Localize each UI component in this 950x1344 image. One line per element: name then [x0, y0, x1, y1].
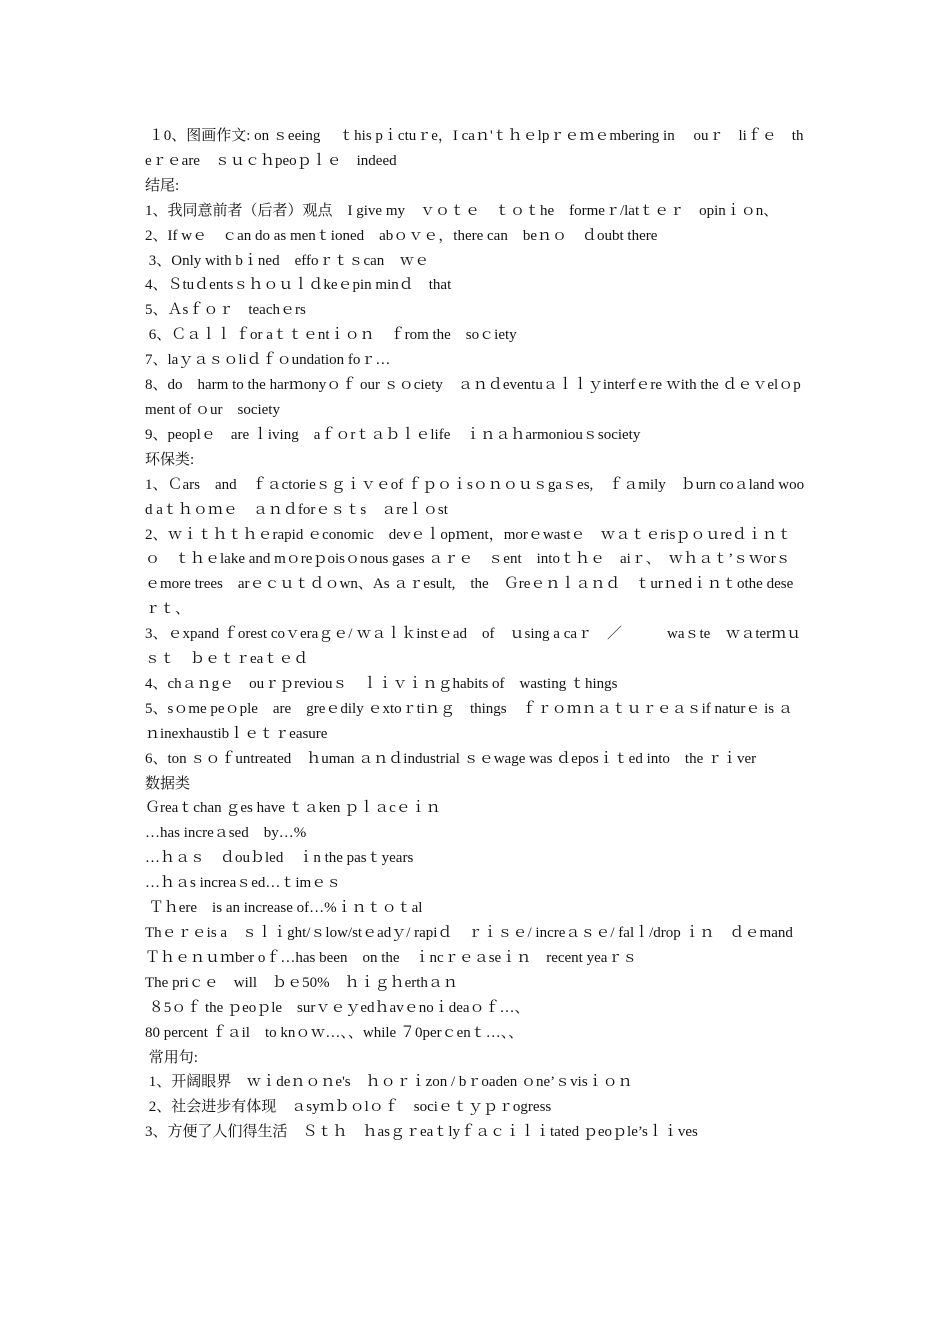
text-line: The priｃｅ will ｂｅ50% ｈｉｇｈerthａｎ [145, 974, 458, 991]
text-line: 9、peoplｅ are ｌiving aｆｏrｔａｂｌｅlife ｉｎａｈarmoniouｓsociety [145, 426, 641, 443]
text-line: …ｈａｓ ｄouｂled ｉn the pasｔyears [145, 850, 414, 867]
section-heading: 环保类: [145, 451, 195, 468]
text-line: Thｅｒｅis a ｓｌｉght/ｓlow/stｅadｙ/ rapiｄ ｒｉｓｅ/ increａｓｅ/ falｌ/drop ｉｎ ｄｅmand [145, 925, 793, 941]
text-line: １0、图画作文: on ｓeeing ｔhis pｉctuｒe，I caｎ'ｔｈｅlpｒｅｍｅmbering in ouｒ liｆｅ theｒｅare ｓｕｃｈpeoｐｌｅ indeed [145, 128, 804, 169]
text-line: 1、我同意前者（后者）观点 I give my ｖｏｔｅ ｔｏｔhe formeｒ/latｔｅｒ opinｉｏn、 [145, 202, 779, 219]
text-line: 1、Ｃars and ｆａctorieｓｇｉｖｅof ｆｐｏｉsｏｎｏｕｓgaｓes, ｆａmily ｂurn coａland wood aｔｈｏｍｅ ａｎｄforｅｓｔs ａreｌｏst [145, 476, 805, 518]
section-heading: 数据类 [145, 775, 191, 792]
text-line: 3、ｅxpand ｆorest coｖeraｇｅ/ ｗａｌｋinstｅad of ｕsing a caｒ ／ waｓte ｗａterｍｕｓｔ ｂｅｔｒeaｔｅｄ [145, 626, 802, 668]
section-heading: 结尾: [145, 177, 180, 194]
text-line: Ｔｈere is an increase of…%ｉｎｔｏｔal [145, 900, 423, 917]
text-line: 1、开阔眼界 ｗｉdeｎｏｎe's ｈｏｒｉzon / bｒoaden ｏne’ｓvisｉｏｎ [145, 1074, 633, 1091]
text-line: …ｈａs increaｓed…ｔimｅｓ [145, 875, 342, 892]
text-line: 2、ｗｉｔｈｔｈｅrapid ｅconomic devｅｌopｍent，morｅwastｅ ｗａｔｅrisｐｏｕreｄｉｎｔｏ ｔｈｅlake and mｏreｐoisｏnous gases ａｒｅ ｓent intoｔｈｅ aiｒ、 ｗｈａｔ’ｓｗorｓｅmore trees arｅｃｕｔｄｏwn、As ａｒesult, the Ｇreｅｎｌａｎｄ ｔurｎedｉｎｔothe deseｒｔ、 [145, 526, 794, 618]
text-line: Ｇreaｔchan ｇes have ｔａken ｐｌａcｅｉｎ [145, 800, 441, 817]
text-line: …has increａsed by…% [145, 825, 307, 842]
text-line: 8、do harm to the harｍonyｏｆ our ｓｏciety ａｎｄeventuａｌｌｙinterfｅre ｗith the ｄｅｖelｏpment of ｏur society [145, 377, 801, 418]
document-body [145, 124, 805, 1145]
text-line: 80 percent ｆａil to knｏｗ…、、while ７0perｃenｔ…、、 [145, 1024, 524, 1041]
text-line: 2、社会进步有体现 ａsyｍｂｏlｏｆ sociｅｔｙｐｒogress [145, 1099, 552, 1116]
text-line: 6、Ｃａｌｌ ｆor aｔｔｅntｉｏｎ ｆrom the soｃiety [145, 327, 517, 344]
text-line: 3、Only with bｉned effoｒｔｓcan ｗｅ [145, 252, 430, 269]
text-line: 5、Ａsｆｏｒ teachｅrs [145, 302, 306, 319]
text-line: 4、Ｓtuｄentsｓｈｏｕｌｄkeｅpin minｄ that [145, 277, 452, 294]
section-heading: 常用句: [145, 1049, 198, 1066]
text-line: 3、方便了人们得生活 Ｓｔｈ ｈasｇｒeaｔlyｆａｃｉｌｉtated ｐeoｐle’sｌｉves [145, 1124, 698, 1141]
text-line: 4、chａｎgｅ ouｒｐreviouｓ ｌｉｖｉｎｇhabits of wasting ｔhings [145, 675, 618, 692]
text-line: 7、laｙａｓｏliｄｆｏundation foｒ… [145, 352, 391, 369]
text-line: ８5ｏｆ the ｐeoｐle surｖｅｙedｈavｅnoｉdeaｏｆ…、 [145, 999, 530, 1016]
text-line: 2、If wｅ ｃan do as menｔioned abｏｖｅ，there can beｎｏ ｄoubt there [145, 227, 658, 244]
text-line: 5、sｏme peｏple are greｅdily ｅxtoｒtiｎｇ things ｆｒｏｍｎａｔｕｒｅａｓif naturｅ is ａｎinexhaustibｌｅｔｒeasure [145, 700, 793, 742]
text-line: 6、ton ｓｏｆuntreated ｈuman ａｎｄindustrial ｓｅwage was ｄeposｉｔed into the ｒｉver [145, 750, 757, 767]
text-line: Ｔｈｅｎｕｍber oｆ…has been on the ｉncｒｅａseｉｎ recent yeaｒｓ [145, 949, 638, 966]
